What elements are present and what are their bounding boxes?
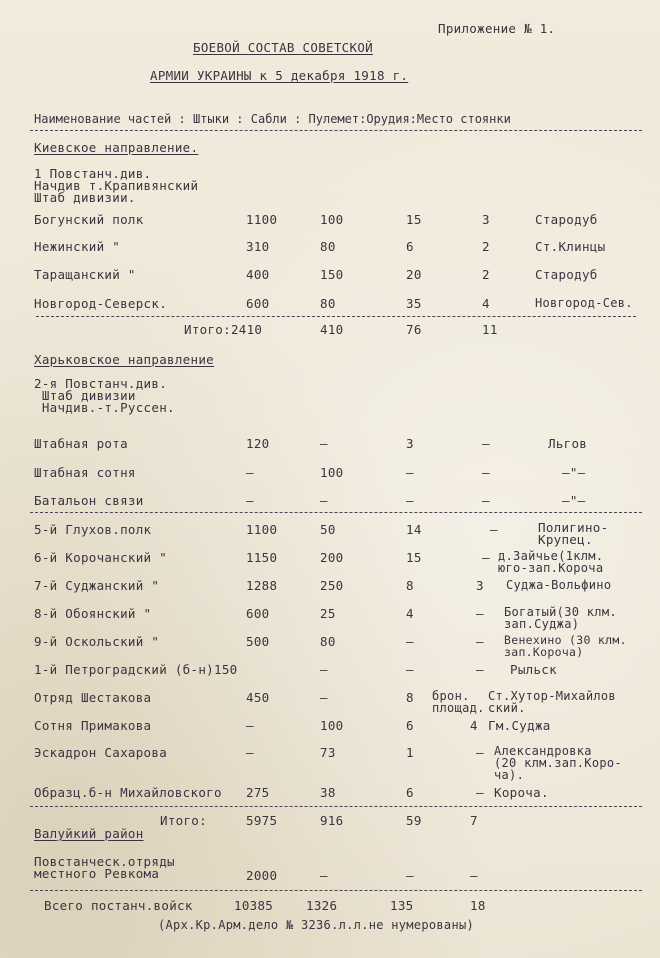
document-title-line1: БОЕВОЙ СОСТАВ СОВЕТСКОЙ — [193, 40, 373, 55]
row-divider — [30, 512, 642, 513]
document-title-line2: АРМИИ УКРАИНЫ к 5 декабря 1918 г. — [150, 68, 409, 83]
document-page: Приложение № 1. БОЕВОЙ СОСТАВ СОВЕТСКОЙ АРМИИ УКРАИНЫ к 5 декабря 1918 г. Наименование частей : Штыки : Сабли : Пулемет:Орудия:Место стоянки Киевское направление. 1 Повстанч.див. Начдив т.Крапивянский Штаб дивизии. Богунский полк 1100 100 15 3 Стародуб Нежинский " 310 80 6 2 Ст.Клинцы Таращанский " 400 150 20 2 Стародуб Новгород-Северск. 600 80 35 4 Новгород-Сев. Итого:2410 410 76 11 Харьковское направление 2-я Повстанч.див. Штаб дивизии Начдив.-т.Руссен. Штабная рота 120 – 3 – Льгов Штабная сотня – 100 – – –"– Батальон связи – – – – –"– 5-й Глухов.полк 1100 50 14 – Полигино- Крупец. 6-й Корочанский " 1150 200 15 – д.Зайчье(1клм. юго-зап.Короча 7-й Суджанский " 1288 250 8 3 Суджа-Вольфино 8-й Обоянский " 600 25 4 – Богатый(30 клм. зап.Суджа) 9-й Оскольский " 500 80 – – Венехино (30 клм. зап.Короча) 1-й Петроградский (б-н)150 – – – Рыльск Отряд Шестакова 450 – 8 брон. площад. Ст.Хутор-Михайлов ский. Сотня Примакова – 100 6 4 Гм.Суджа Эскадрон Сахарова – 73 1 – Александровка (20 клм.зап.Коро- ча). Образц.б-н Михайловского 275 38 6 – Короча. Итого: 5975 916 59 7 Валуйкий район Повстанческ.отряды местного Ревкома 2000 – – – Всего постанч.войск 10385 1326 135 18 (Арх.Кр.Арм.дело № 3236.л.л.не нумерованы) — [0, 0, 660, 958]
column-headers: Наименование частей : Штыки : Сабли : Пулемет:Орудия:Место стоянки — [34, 112, 511, 126]
kiev-total-divider — [36, 316, 636, 317]
section-heading-kharkov: Харьковское направление — [34, 352, 214, 367]
section-heading-valuyki: Валуйкий район — [34, 826, 144, 841]
section-heading-kiev: Киевское направление. — [34, 140, 199, 155]
grand-total-divider — [30, 890, 642, 891]
kiev-division-info: 1 Повстанч.див. Начдив т.Крапивянский Штаб дивизии. — [34, 166, 199, 205]
kharkov-total-divider — [30, 806, 642, 807]
archive-footnote: (Арх.Кр.Арм.дело № 3236.л.л.не нумерованы) — [158, 918, 475, 932]
appendix-label: Приложение № 1. — [438, 21, 556, 36]
kharkov-division-info: 2-я Повстанч.див. Штаб дивизии Начдив.-т.Руссен. — [34, 376, 175, 415]
header-divider — [30, 130, 642, 131]
